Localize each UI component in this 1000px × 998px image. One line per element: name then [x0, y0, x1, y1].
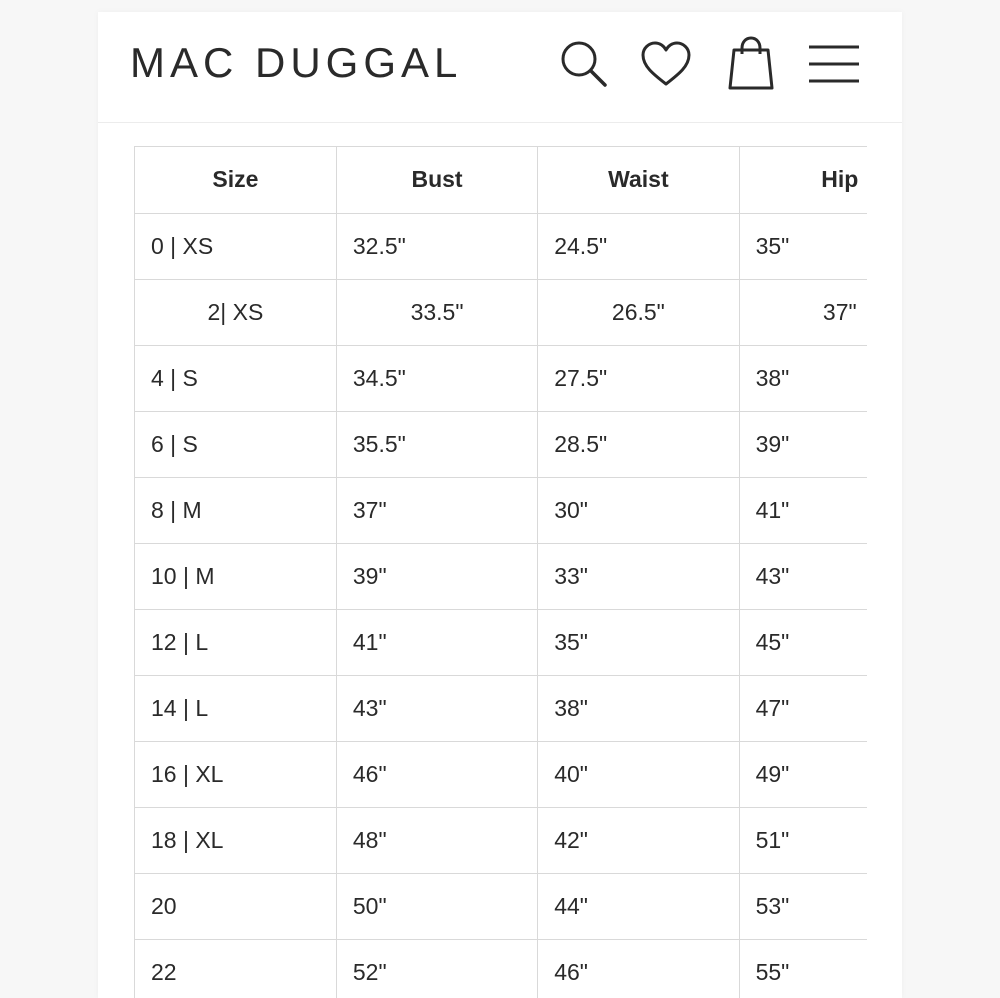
hip-cell: 43" — [739, 543, 867, 609]
heart-icon — [639, 40, 693, 88]
size-cell: 18 | XL — [135, 807, 336, 873]
search-button[interactable] — [556, 36, 612, 92]
size-cell: 8 | M — [135, 477, 336, 543]
hip-cell: 41" — [739, 477, 867, 543]
bust-cell: 37" — [336, 477, 537, 543]
bust-cell: 35.5" — [336, 411, 537, 477]
table-row — [135, 807, 867, 873]
bust-cell: 43" — [336, 675, 537, 741]
waist-cell: 44" — [538, 873, 739, 939]
size-cell: 16 | XL — [135, 741, 336, 807]
waist-cell: 28.5" — [538, 411, 739, 477]
table-row — [135, 675, 867, 741]
waist-cell: 46" — [538, 939, 739, 998]
table-row — [135, 939, 867, 998]
size-cell: 6 | S — [135, 411, 336, 477]
search-icon — [558, 38, 610, 90]
size-chart-table — [135, 147, 867, 998]
hip-cell: 51" — [739, 807, 867, 873]
site-header — [98, 12, 902, 123]
column-header-hip: Hip — [739, 147, 867, 213]
hip-cell: 37" — [739, 279, 867, 345]
size-cell: 22 — [135, 939, 336, 998]
bust-cell: 32.5" — [336, 213, 537, 279]
size-cell: 20 — [135, 873, 336, 939]
menu-button[interactable] — [806, 36, 862, 92]
hip-cell: 47" — [739, 675, 867, 741]
size-cell: 10 | M — [135, 543, 336, 609]
bust-cell: 39" — [336, 543, 537, 609]
shopping-bag-icon — [726, 36, 776, 92]
waist-cell: 30" — [538, 477, 739, 543]
table-row — [135, 543, 867, 609]
bust-cell: 50" — [336, 873, 537, 939]
shopping-bag-button[interactable] — [723, 36, 779, 92]
table-row — [135, 279, 867, 345]
bust-cell: 41" — [336, 609, 537, 675]
wishlist-button[interactable] — [638, 36, 694, 92]
waist-cell: 26.5" — [538, 279, 739, 345]
hip-cell: 55" — [739, 939, 867, 998]
bust-cell: 33.5" — [336, 279, 537, 345]
size-cell: 14 | L — [135, 675, 336, 741]
hip-cell: 49" — [739, 741, 867, 807]
waist-cell: 27.5" — [538, 345, 739, 411]
waist-cell: 24.5" — [538, 213, 739, 279]
waist-cell: 38" — [538, 675, 739, 741]
size-cell: 0 | XS — [135, 213, 336, 279]
table-row — [135, 741, 867, 807]
column-header-size: Size — [135, 147, 336, 213]
hip-cell: 35" — [739, 213, 867, 279]
hip-cell: 53" — [739, 873, 867, 939]
page-card — [98, 12, 902, 998]
table-row — [135, 873, 867, 939]
bust-cell: 34.5" — [336, 345, 537, 411]
size-cell: 2| XS — [135, 279, 336, 345]
size-chart — [134, 146, 867, 998]
waist-cell: 42" — [538, 807, 739, 873]
size-cell: 12 | L — [135, 609, 336, 675]
table-row — [135, 213, 867, 279]
hip-cell: 38" — [739, 345, 867, 411]
waist-cell: 33" — [538, 543, 739, 609]
hip-cell: 45" — [739, 609, 867, 675]
waist-cell: 40" — [538, 741, 739, 807]
table-row — [135, 609, 867, 675]
menu-icon — [807, 42, 861, 86]
table-row — [135, 345, 867, 411]
column-header-bust: Bust — [336, 147, 537, 213]
hip-cell: 39" — [739, 411, 867, 477]
brand-logo[interactable]: MAC DUGGAL — [130, 39, 463, 86]
table-row — [135, 477, 867, 543]
bust-cell: 48" — [336, 807, 537, 873]
bust-cell: 52" — [336, 939, 537, 998]
column-header-waist: Waist — [538, 147, 739, 213]
table-header-row — [135, 147, 867, 213]
table-row — [135, 411, 867, 477]
bust-cell: 46" — [336, 741, 537, 807]
waist-cell: 35" — [538, 609, 739, 675]
size-cell: 4 | S — [135, 345, 336, 411]
